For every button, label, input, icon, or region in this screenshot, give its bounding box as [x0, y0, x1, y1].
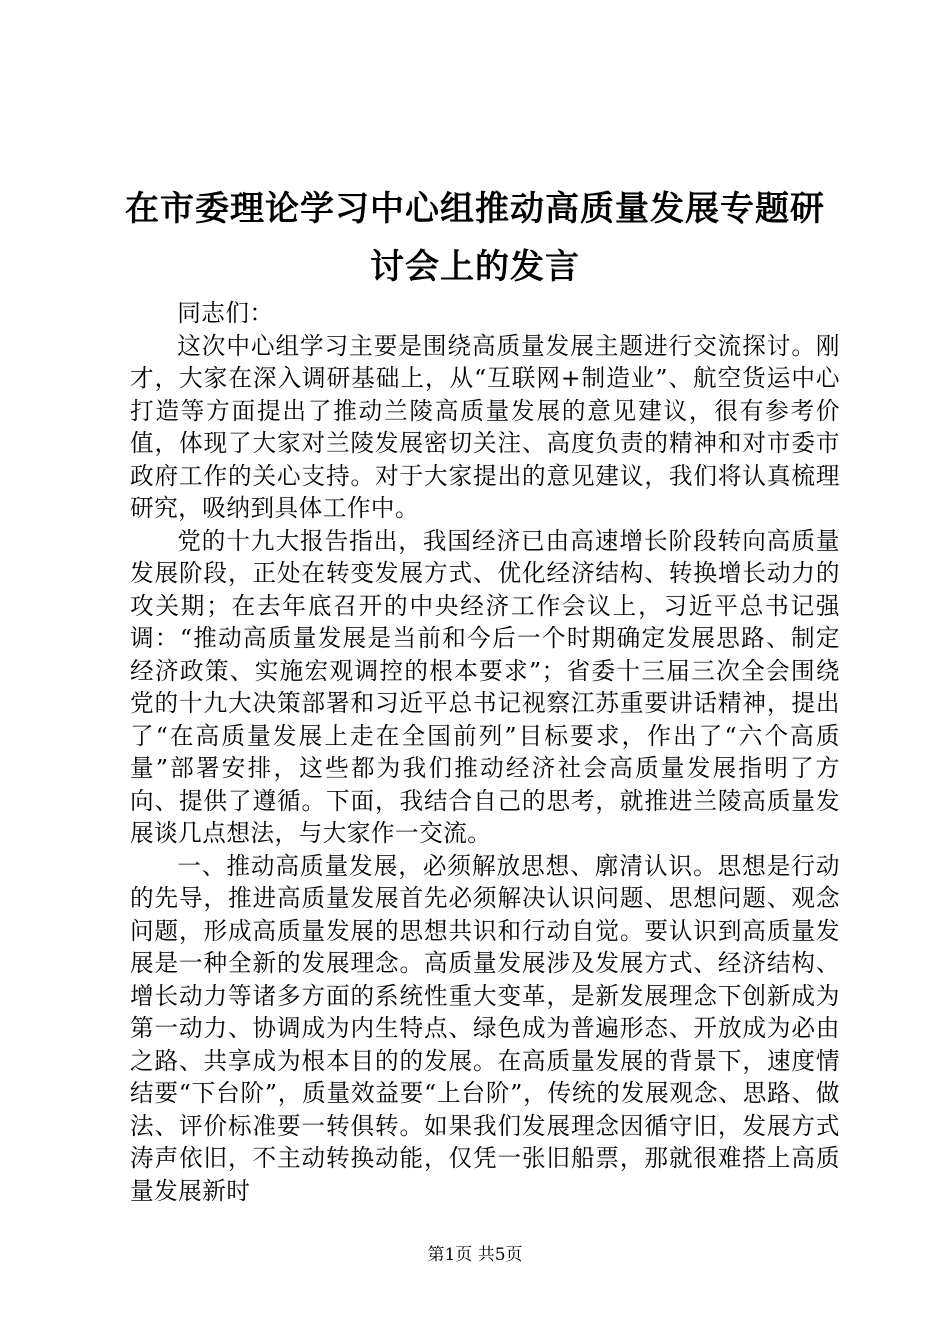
paragraph: 一、推动高质量发展，必须解放思想、廓清认识。思想是行动的先导，推进高质量发展首先必须解决认识问题、思想问题、观念问题，形成高质量发展的思想共识和行动自觉。要认识到高质量发展是一种全新的发展理念。高质量发展涉及发展方式、经济结构、增长动力等诸多方面的系统性重大变革，是新发展理念下创新成为第一动力、协调成为内生特点、绿色成为普遍形态、开放成为必由之路、共享成为根本目的的发展。在高质量发展的背景下，速度情结要“下台阶”，质量效益要“上台阶”，传统的发展观念、思路、做法、评价标准要一转俱转。如果我们发展理念因循守旧，发展方式涛声依旧，不主动转换动能，仅凭一张旧船票，那就很难搭上高质量发展新时: [130, 851, 840, 1205]
paragraph: 这次中心组学习主要是围绕高质量发展主题进行交流探讨。刚才，大家在深入调研基础上，从“互联网+制造业”、航空货运中心打造等方面提出了推动兰陵高质量发展的意见建议，很有参考价值，体现了大家对兰陵发展密切关注、高度负责的精神和对市委市政府工作的关心支持。对于大家提出的意见建议，我们将认真梳理研究，吸纳到具体工作中。: [130, 331, 840, 522]
salutation: 同志们：: [177, 299, 274, 327]
paragraph: 党的十九大报告指出，我国经济已由高速增长阶段转向高质量发展阶段，正处在转变发展方式、优化经济结构、转换增长动力的攻关期；在去年底召开的中央经济工作会议上，习近平总书记强调：“推动高质量发展是当前和今后一个时期确定发展思路、制定经济政策、实施宏观调控的根本要求”；省委十三届三次全会围绕党的十九大决策部署和习近平总书记视察江苏重要讲话精神，提出了“在高质量发展上走在全国前列”目标要求，作出了“六个高质量”部署安排，这些都为我们推动经济社会高质量发展指明了方向、提供了遵循。下面，我结合自己的思考，就推进兰陵高质量发展谈几点想法，与大家作一交流。: [130, 526, 840, 847]
document-body: [130, 297, 840, 1207]
page-number-footer: 第1页 共5页: [427, 1245, 523, 1265]
document-title: 在市委理论学习中心组推动高质量发展专题研讨会上的发言: [125, 189, 825, 287]
